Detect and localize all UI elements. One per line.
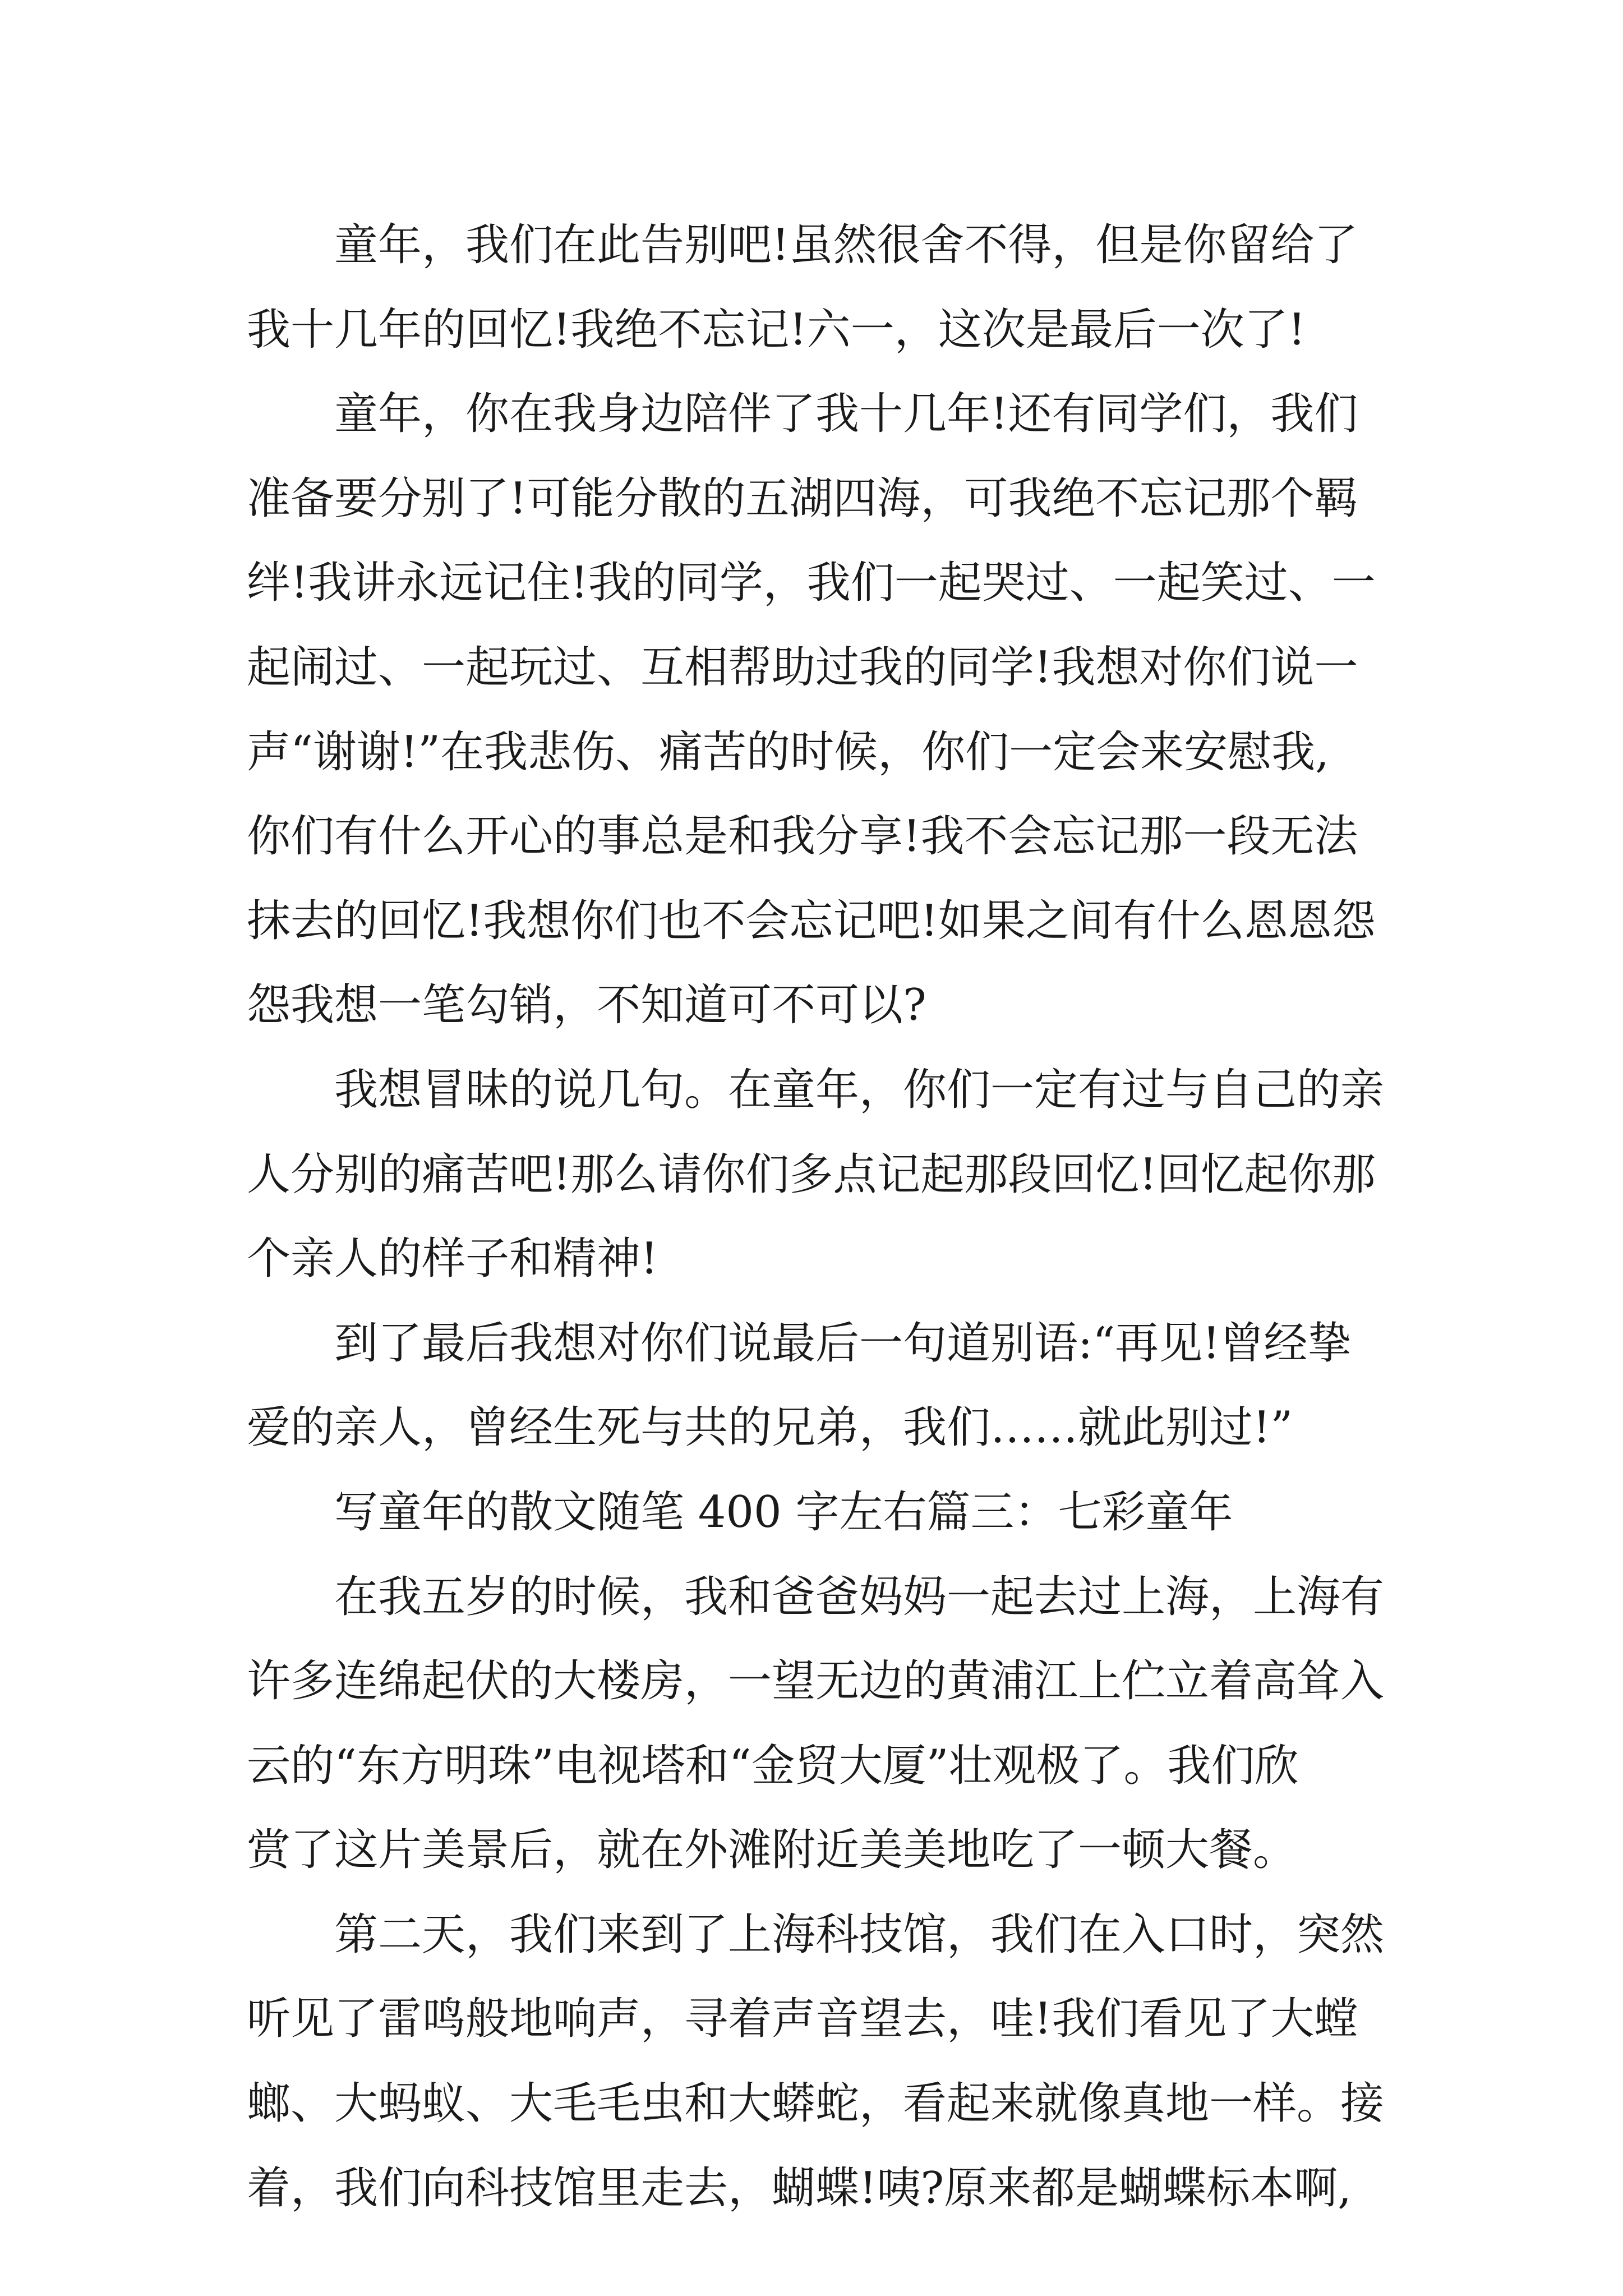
text-line: 爱的亲人，曾经生死与共的兄弟，我们……就此别过!” [247, 1402, 1293, 1453]
text-line: 螂、大蚂蚁、大毛毛虫和大蟒蛇，看起来就像真地一样。接 [247, 2078, 1385, 2129]
text-line: 绊!我讲永远记住!我的同学，我们一起哭过、一起笑过、一 [247, 558, 1376, 609]
text-line: 抹去的回忆!我想你们也不会忘记吧!如果之间有什么恩恩怨 [247, 895, 1376, 946]
text-line: 我十几年的回忆!我绝不忘记!六一，这次是最后一次了! [247, 304, 1306, 355]
body-text [247, 203, 1385, 2230]
text-line: 个亲人的样子和精神! [247, 1234, 658, 1285]
text-line: 你们有什么开心的事总是和我分享!我不会忘记那一段无法 [247, 811, 1358, 862]
text-line: 着，我们向科技馆里走去，蝴蝶!咦?原来都是蝴蝶标本啊, [247, 2162, 1352, 2214]
text-line: 人分别的痛苦吧!那么请你们多点记起那段回忆!回忆起你那 [247, 1149, 1376, 1200]
text-line: 许多连绵起伏的大楼房，一望无边的黄浦江上伫立着高耸入 [247, 1656, 1385, 1707]
section-heading: 写童年的散文随笔 400 字左右篇三：七彩童年 [334, 1487, 1233, 1538]
text-line: 听见了雷鸣般地响声，寻着声音望去，哇!我们看见了大螳 [247, 1994, 1358, 2045]
text-line: 怨我想一笔勾销，不知道可不可以? [247, 980, 926, 1031]
text-line: 赏了这片美景后，就在外滩附近美美地吃了一顿大餐。 [247, 1825, 1297, 1876]
text-line: 童年，你在我身边陪伴了我十几年!还有同学们，我们 [334, 389, 1358, 440]
text-line: 在我五岁的时候，我和爸爸妈妈一起去过上海，上海有 [334, 1571, 1385, 1622]
text-line: 到了最后我想对你们说最后一句道别语:“再见!曾经挚 [334, 1318, 1352, 1369]
text-line: 声“谢谢!”在我悲伤、痛苦的时候，你们一定会来安慰我, [247, 726, 1329, 777]
text-line: 云的“东方明珠”电视塔和“金贸大厦”壮观极了。我们欣 [247, 1740, 1299, 1791]
text-line: 第二天，我们来到了上海科技馆，我们在入口时，突然 [334, 1909, 1385, 1960]
text-line: 我想冒昧的说几句。在童年，你们一定有过与自己的亲 [334, 1064, 1385, 1115]
text-line: 准备要分别了!可能分散的五湖四海，可我绝不忘记那个羁 [247, 473, 1358, 524]
text-line: 童年，我们在此告别吧!虽然很舍不得，但是你留给了 [334, 220, 1358, 270]
text-line: 起闹过、一起玩过、互相帮助过我的同学!我想对你们说一 [247, 642, 1358, 693]
